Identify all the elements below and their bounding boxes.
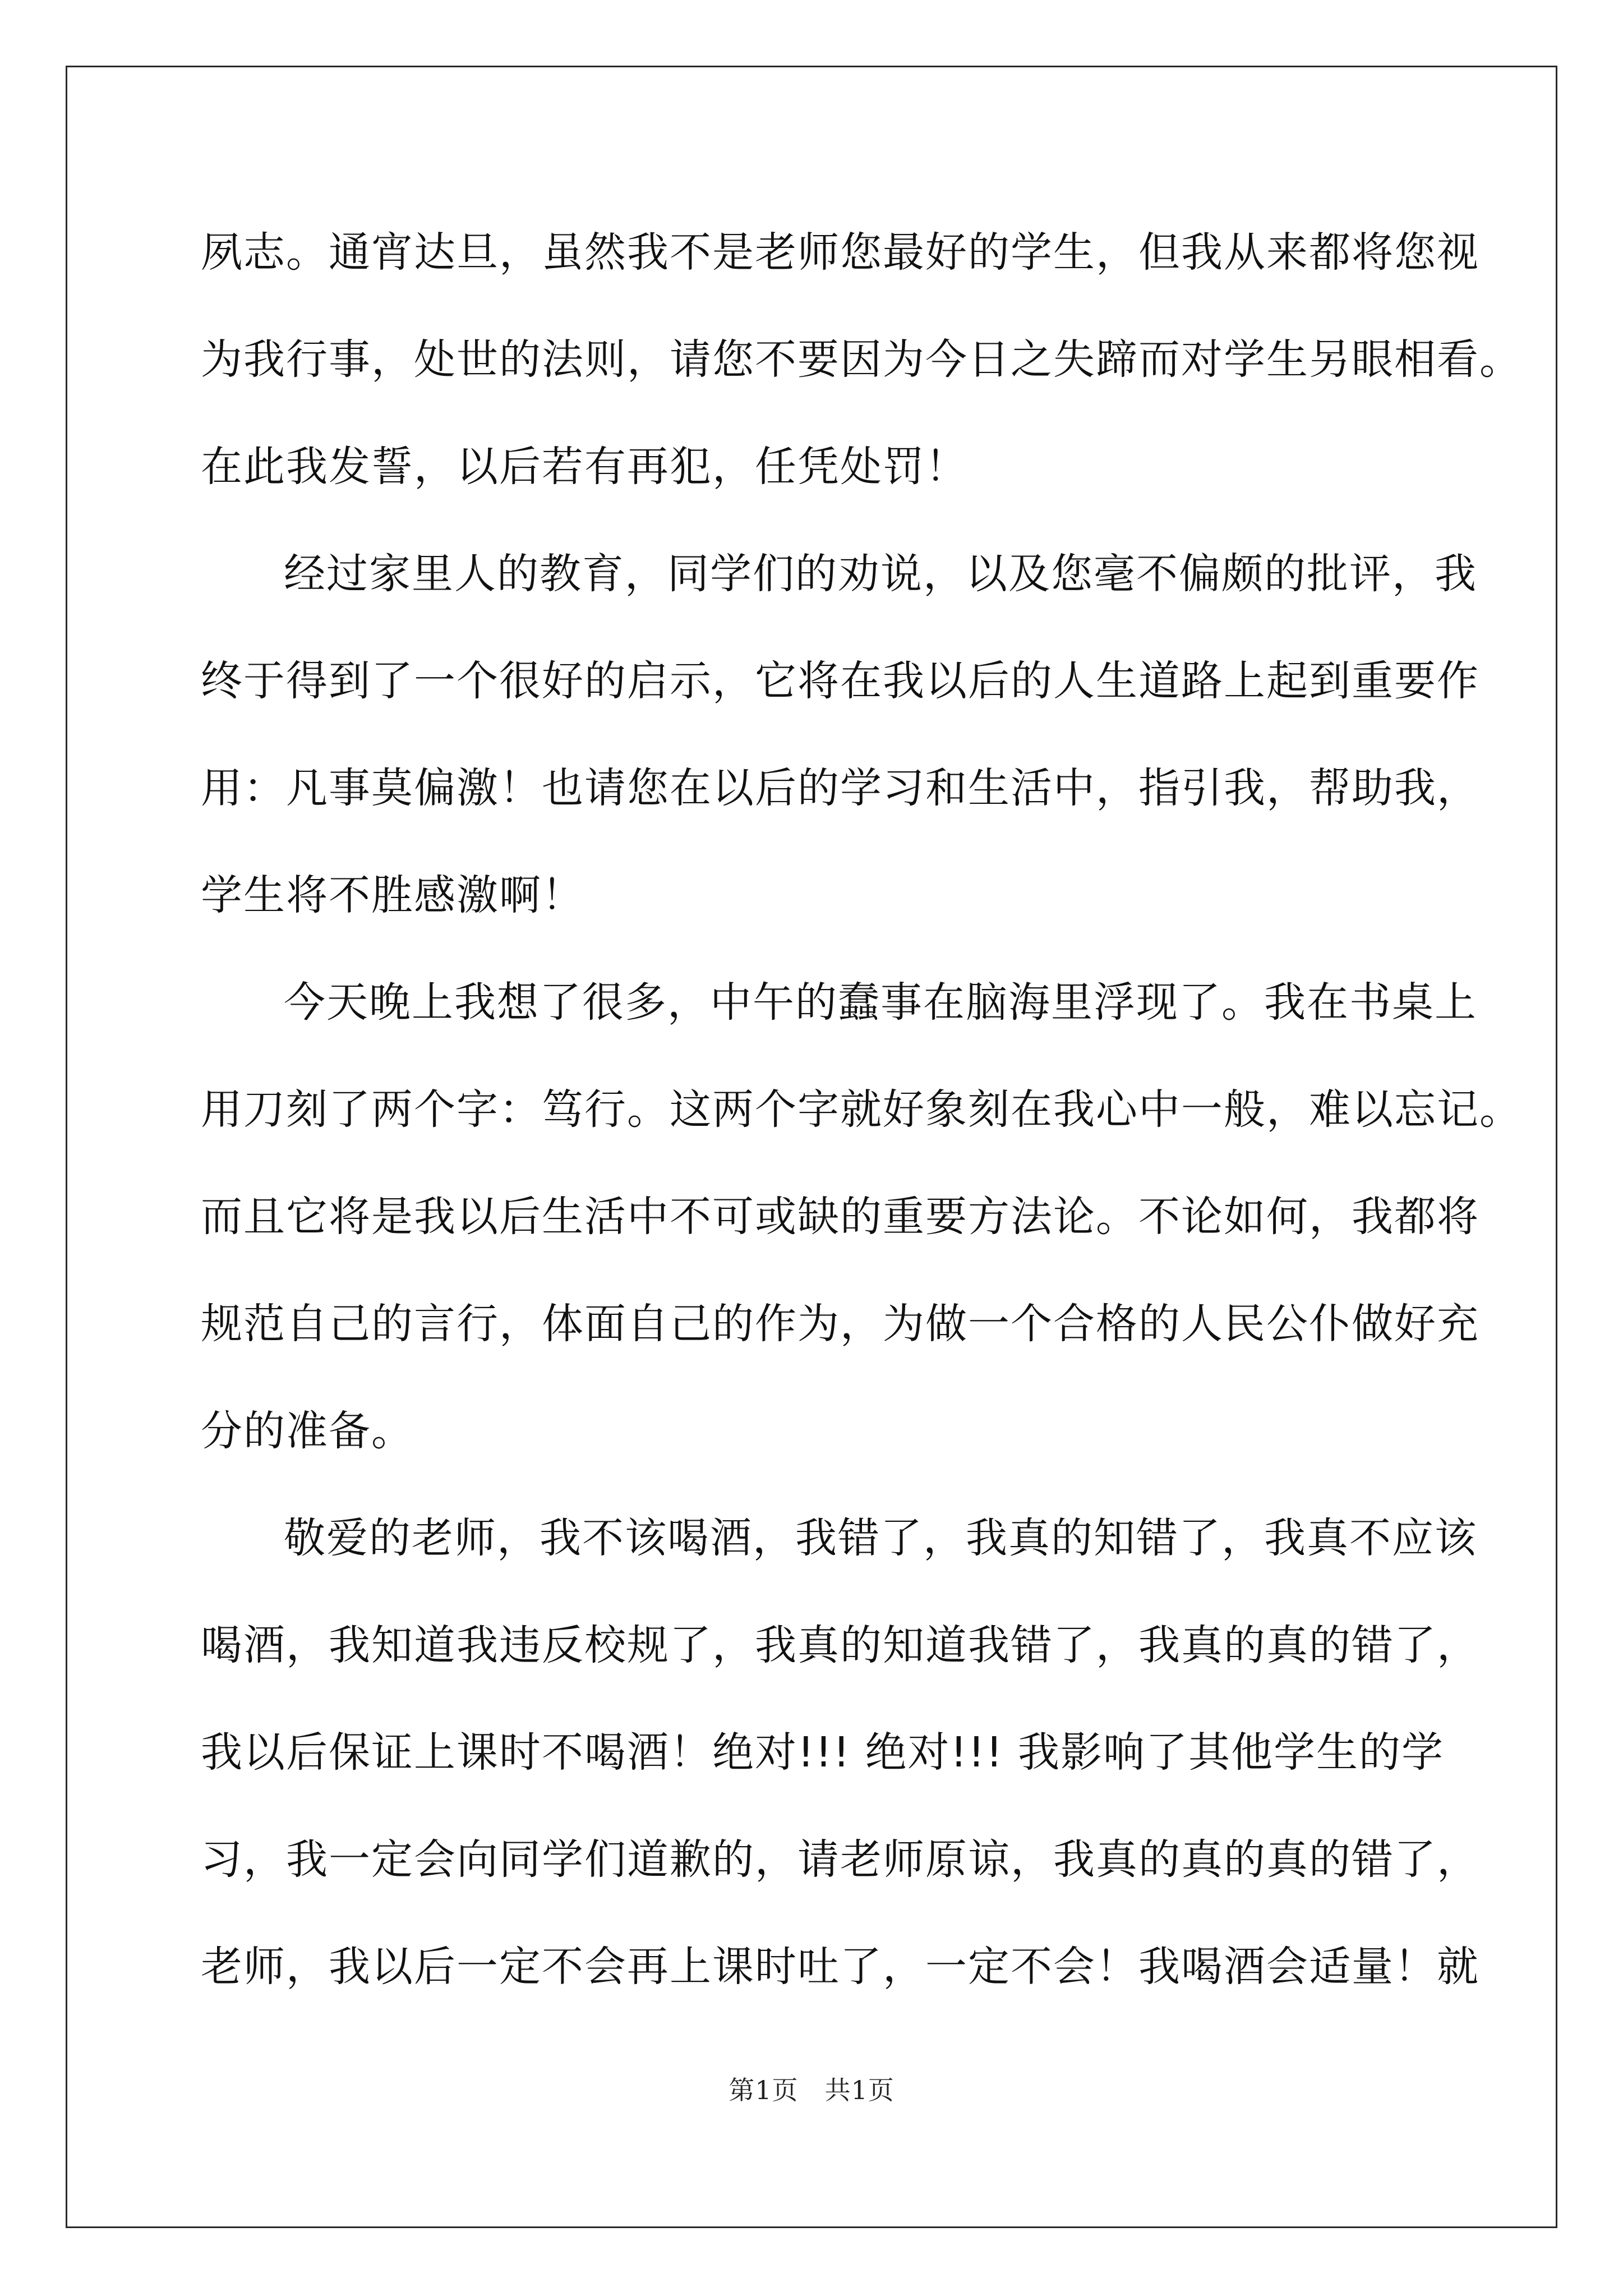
text-line: 分的准备。 <box>201 1407 414 1455</box>
text-line: 而且它将是我以后生活中不可或缺的重要方法论。不论如何，我都将 <box>201 1193 1479 1241</box>
text-line: 用刀刻了两个字：笃行。这两个字就好象刻在我心中一般，难以忘记。 <box>201 1085 1522 1134</box>
text-line: 规范自己的言行，体面自己的作为，为做一个合格的人民公仆做好充 <box>201 1300 1479 1348</box>
text-line: 在此我发誓，以后若有再犯，任凭处罚！ <box>201 443 968 491</box>
text-line: 我以后保证上课时不喝酒！绝对!!! 绝对!!! 我影响了其他学生的学 <box>201 1728 1445 1777</box>
text-line: 敬爱的老师，我不该喝酒，我错了，我真的知错了，我真不应该 <box>284 1514 1477 1562</box>
text-line: 老师，我以后一定不会再上课时吐了，一定不会！我喝酒会适量！就 <box>201 1943 1479 1991</box>
text-line: 经过家里人的教育，同学们的劝说，以及您毫不偏颇的批评，我 <box>284 550 1477 598</box>
page-number: 第1页 共1页 <box>728 2075 895 2105</box>
text-line: 终于得到了一个很好的启示，它将在我以后的人生道路上起到重要作 <box>201 657 1479 705</box>
text-line: 夙志。通宵达旦，虽然我不是老师您最好的学生，但我从来都将您视 <box>201 228 1479 277</box>
text-line: 为我行事，处世的法则，请您不要因为今日之失蹄而对学生另眼相看。 <box>201 335 1522 384</box>
text-line: 喝酒，我知道我违反校规了，我真的知道我错了，我真的真的错了， <box>201 1621 1479 1669</box>
text-line: 用：凡事莫偏激！也请您在以后的学习和生活中，指引我，帮助我， <box>201 764 1479 812</box>
text-line: 习，我一定会向同学们道歉的，请老师原谅，我真的真的真的错了， <box>201 1835 1479 1884</box>
text-line: 今天晚上我想了很多，中午的蠢事在脑海里浮现了。我在书桌上 <box>284 978 1477 1027</box>
document-body <box>201 216 1522 2037</box>
text-line: 学生将不胜感激啊！ <box>201 871 584 919</box>
